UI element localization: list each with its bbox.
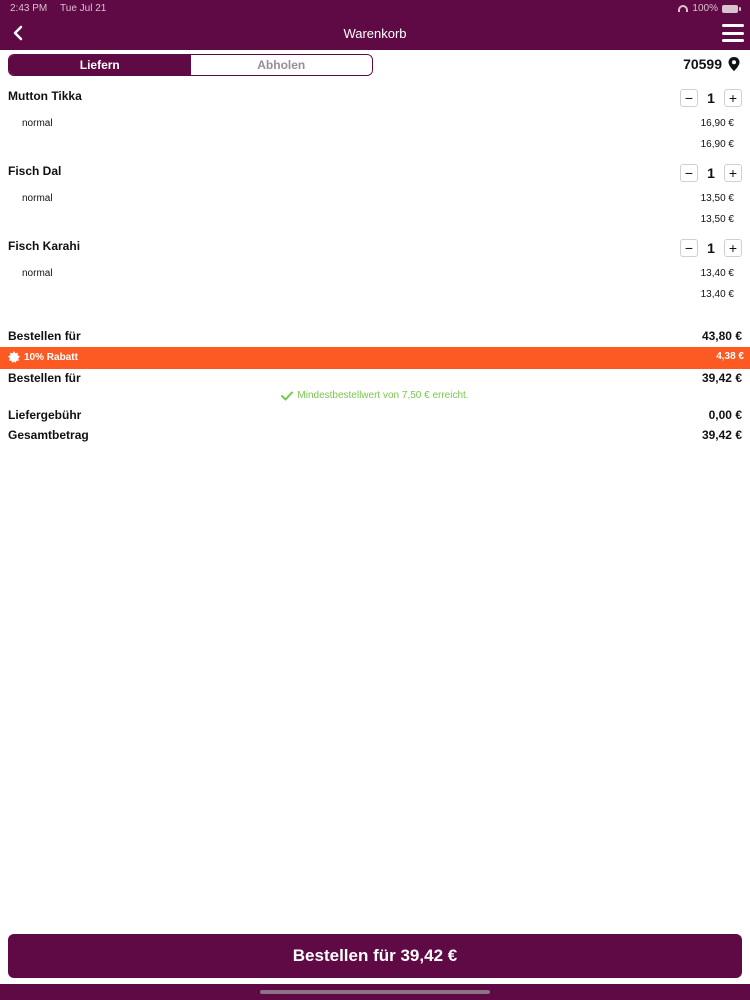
status-indicators bbox=[678, 3, 738, 14]
after-discount-row bbox=[8, 371, 742, 385]
menu-button[interactable] bbox=[722, 23, 744, 43]
battery-icon bbox=[722, 5, 738, 13]
delivery-mode-toggle bbox=[8, 54, 373, 76]
minus-icon: − bbox=[684, 165, 694, 181]
total-value: 39,42 € bbox=[701, 428, 742, 442]
discount-badge-icon bbox=[8, 351, 20, 363]
tab-liefern[interactable]: Liefern bbox=[9, 55, 191, 75]
total-label: Gesamtbetrag bbox=[8, 428, 89, 442]
quantity-stepper bbox=[680, 239, 742, 257]
discount-label: 10% Rabatt bbox=[24, 351, 78, 363]
hamburger-icon-line bbox=[722, 24, 744, 27]
item-name: Fisch Karahi bbox=[8, 239, 81, 253]
minus-icon: − bbox=[684, 240, 694, 256]
after-discount-value: 39,42 € bbox=[701, 371, 742, 385]
zip-code: 70599 bbox=[683, 56, 722, 72]
plus-icon: + bbox=[728, 240, 738, 256]
item-total: 16,90 € bbox=[700, 139, 734, 150]
item-name: Mutton Tikka bbox=[8, 89, 82, 103]
item-total: 13,40 € bbox=[700, 289, 734, 300]
page-title: Warenkorb bbox=[343, 26, 407, 41]
status-bar bbox=[0, 0, 750, 17]
decrease-button[interactable] bbox=[680, 89, 698, 107]
decrease-button[interactable] bbox=[680, 239, 698, 257]
place-order-button[interactable]: Bestellen für 39,42 € bbox=[8, 934, 742, 978]
check-icon bbox=[281, 391, 293, 401]
minus-icon: − bbox=[684, 90, 694, 106]
discount-value: 4,38 € bbox=[716, 351, 744, 362]
wifi-icon bbox=[678, 5, 688, 12]
subtotal-value: 43,80 € bbox=[701, 329, 742, 343]
status-date: Tue Jul 21 bbox=[60, 3, 107, 14]
quantity-value: 1 bbox=[707, 240, 715, 256]
item-variant-price: 13,50 € bbox=[700, 193, 734, 204]
hamburger-icon-line bbox=[722, 39, 744, 42]
delivery-fee-value: 0,00 € bbox=[708, 408, 742, 422]
status-time: 2:43 PM bbox=[10, 3, 48, 14]
status-time-date bbox=[10, 3, 106, 14]
discount-label-group bbox=[8, 351, 78, 363]
location-selector[interactable] bbox=[683, 56, 740, 72]
home-indicator[interactable] bbox=[260, 990, 490, 994]
subtotal-row bbox=[8, 329, 742, 343]
total-row bbox=[8, 428, 742, 442]
after-discount-label: Bestellen für bbox=[8, 371, 81, 385]
plus-icon: + bbox=[728, 90, 738, 106]
min-order-notice bbox=[0, 390, 750, 401]
min-order-message: Mindestbestellwert von 7,50 € erreicht. bbox=[297, 390, 469, 401]
delivery-fee-row bbox=[8, 408, 742, 422]
item-name: Fisch Dal bbox=[8, 164, 62, 178]
battery-percent: 100% bbox=[692, 3, 718, 14]
decrease-button[interactable] bbox=[680, 164, 698, 182]
item-variant-price: 13,40 € bbox=[700, 268, 734, 279]
quantity-value: 1 bbox=[707, 90, 715, 106]
nav-bar bbox=[0, 17, 750, 50]
plus-icon: + bbox=[728, 165, 738, 181]
item-variant: normal bbox=[22, 193, 53, 204]
increase-button[interactable] bbox=[724, 89, 742, 107]
discount-banner bbox=[0, 347, 750, 369]
quantity-value: 1 bbox=[707, 165, 715, 181]
tab-abholen[interactable]: Abholen bbox=[191, 55, 373, 75]
item-variant: normal bbox=[22, 118, 53, 129]
quantity-stepper bbox=[680, 164, 742, 182]
map-pin-icon bbox=[728, 57, 740, 71]
quantity-stepper bbox=[680, 89, 742, 107]
hamburger-icon-line bbox=[722, 32, 744, 35]
item-variant-price: 16,90 € bbox=[700, 118, 734, 129]
increase-button[interactable] bbox=[724, 164, 742, 182]
increase-button[interactable] bbox=[724, 239, 742, 257]
subtotal-label: Bestellen für bbox=[8, 329, 81, 343]
item-total: 13,50 € bbox=[700, 214, 734, 225]
item-variant: normal bbox=[22, 268, 53, 279]
delivery-fee-label: Liefergebühr bbox=[8, 408, 82, 422]
